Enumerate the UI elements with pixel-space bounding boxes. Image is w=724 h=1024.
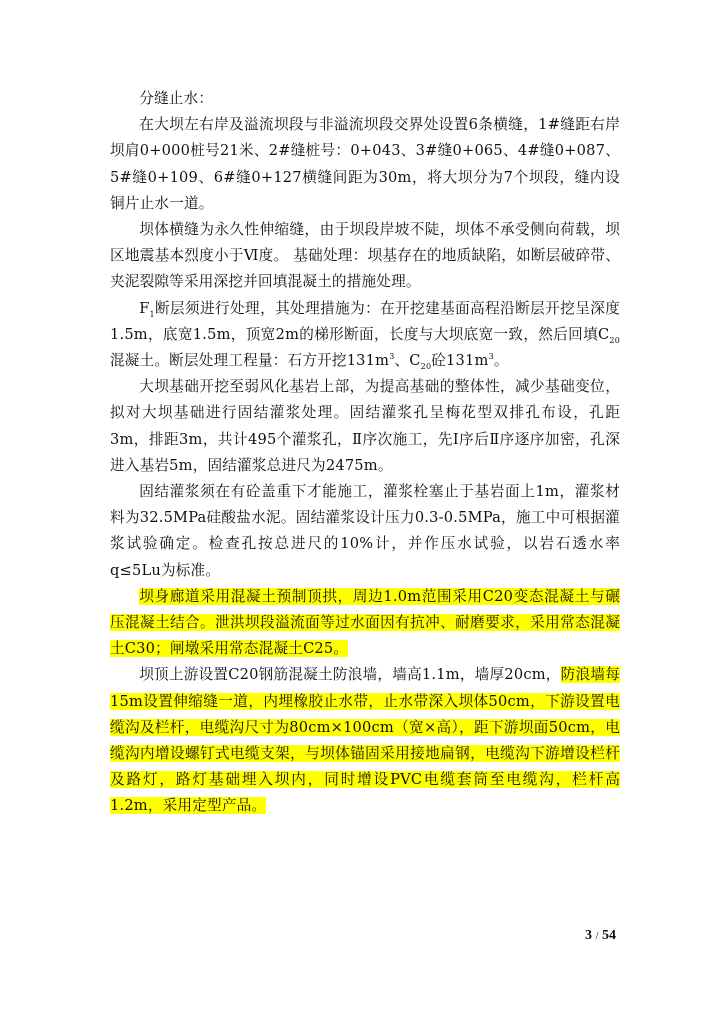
current-page: 3 <box>584 928 592 943</box>
total-pages: 54 <box>602 928 616 943</box>
paragraph-crack-joints: 在大坝左右岸及溢流坝段与非溢流坝段交界处设置6条横缝，1#缝距右岸坝肩0+000桩号21米、2#缝桩号：0+043、3#缝0+065、4#缝0+087、5#缝0+109、6#缝0+127横缝间距为30m，将大坝分为7个坝段，缝内设铜片止水一道。 <box>110 116 620 212</box>
paragraph-heading: 分缝止水： <box>139 90 214 107</box>
page-number <box>585 928 616 944</box>
paragraph-grouting: 大坝基础开挖至弱风化基岩上部，为提高基础的整体性，减少基础变位，拟对大坝基础进行固结灌浆处理。固结灌浆孔呈梅花型双排孔布设，孔距3m，排距3m，共计495个灌浆孔，Ⅱ序次施工，先Ⅰ序后Ⅱ序逐序加密，孔深进入基岩5m，固结灌浆总进尺为2475m。 <box>110 378 620 474</box>
paragraph-grouting-material: 固结灌浆须在有砼盖重下才能施工，灌浆栓塞止于基岩面上1m，灌浆材料为32.5MPa硅酸盐水泥。固结灌浆设计压力0.3-0.5MPa，施工中可根据灌浆试验确定。检查孔按总进尺的10%计，并作压水试验，以岩石透水率q≤5Lu为标准。 <box>110 483 620 579</box>
paragraph-parapet <box>110 662 620 819</box>
page-separator: / <box>595 930 599 942</box>
highlighted-text: 防浪墙每15m设置伸缩缝一道，内埋橡胶止水带，止水带深入坝体50cm，下游设置电缆沟及栏杆，电缆沟尺寸为80cm×100cm（宽×高），距下游坝面50cm，电缆沟内增设螺钉式电缆支架，与坝体锚固采用接地扁钢，电缆沟下游增设栏杆及路灯，路灯基础埋入坝内，同时增设PVC电缆套筒至电缆沟，栏杆高1.2m，采用定型产品。 <box>110 666 620 815</box>
plain-text: 坝顶上游设置C20钢筋混凝土防浪墙，墙高1.1m，墙厚20cm， <box>139 666 561 684</box>
paragraph-foundation: 坝体横缝为永久性伸缩缝，由于坝段岸坡不陡，坝体不承受侧向荷载，坝区地震基本烈度小于Ⅵ度。 基础处理：坝基存在的地质缺陷，如断层破碎带、夹泥裂隙等采用深挖并回填混凝土的措施处理。 <box>110 221 620 291</box>
paragraph-gallery <box>110 584 620 663</box>
paragraph-fault-treatment: $F_1$断层须进行处理，其处理措施为：在开挖建基面高程沿断层开挖呈深度1.5m，底宽1.5m，顶宽2m的梯形断面，长度与大坝底宽一致，然后回填$C_{20}$混凝土。断层处理工程量：石方开挖$131m^3$、$C_{20}$砼$131m^3$。 <box>110 299 620 371</box>
highlighted-text: 坝身廊道采用混凝土预制顶拱，周边1.0m范围采用C20变态混凝土与碾压混凝土结合。泄洪坝段溢流面等过水面因有抗冲、耐磨要求，采用常态混凝土C30；闸墩采用常态混凝土C25。 <box>110 587 620 658</box>
body-text <box>110 86 620 820</box>
